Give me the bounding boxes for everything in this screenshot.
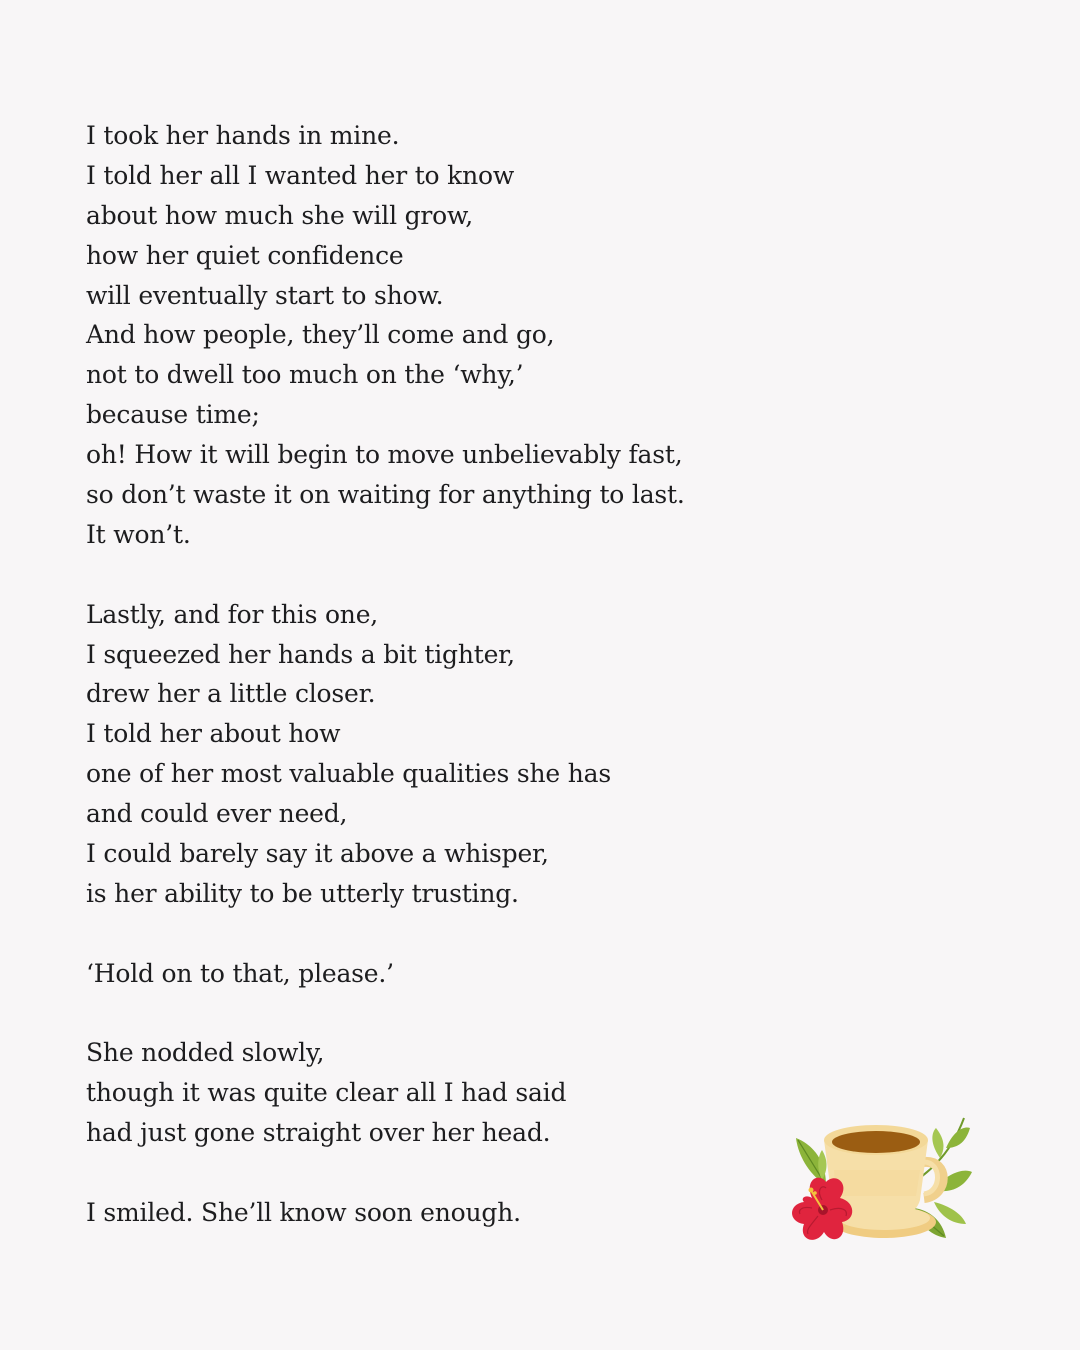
poem-line: ‘Hold on to that, please.’	[86, 958, 394, 988]
leaf-branch-left	[796, 1138, 827, 1185]
poem-line: I told her all I wanted her to know	[86, 160, 515, 190]
poem-line: It won’t.	[86, 519, 191, 549]
tea-cup-hibiscus-icon	[764, 1110, 979, 1258]
poem-line: how her quiet confidence	[86, 240, 404, 270]
poem-line: had just gone straight over her head.	[86, 1118, 551, 1148]
poem-line: and could ever need,	[86, 799, 348, 829]
poem-line: one of her most valuable qualities she has	[86, 759, 612, 789]
poem-line: I took her hands in mine.	[86, 121, 400, 150]
poem-line: is her ability to be utterly trusting.	[86, 878, 519, 908]
poem	[86, 116, 786, 1233]
poem-line: so don’t waste it on waiting for anything to last.	[86, 480, 685, 510]
poem-line: about how much she will grow,	[86, 200, 473, 230]
stanza-gap	[86, 914, 786, 954]
poem-line: oh! How it will begin to move unbelievably fast,	[86, 440, 683, 470]
poem-line: will eventually start to show.	[86, 280, 444, 310]
poem-line: I told her about how	[86, 719, 341, 749]
poem-line: Lastly, and for this one,	[86, 599, 379, 629]
poem-line: because time;	[86, 400, 260, 430]
poem-line: I could barely say it above a whisper,	[86, 839, 549, 869]
stanza-gap	[86, 994, 786, 1034]
stanza-gap	[86, 555, 786, 595]
poem-line: I squeezed her hands a bit tighter,	[86, 639, 515, 669]
poem-line: I smiled. She’ll know soon enough.	[86, 1198, 521, 1228]
poem-line: though it was quite clear all I had said	[86, 1078, 567, 1108]
poem-line: She nodded slowly,	[86, 1038, 325, 1068]
poem-line: not to dwell too much on the ‘why,’	[86, 360, 524, 390]
poem-line: drew her a little closer.	[86, 679, 376, 709]
poem-line: And how people, they’ll come and go,	[86, 320, 555, 350]
stanza-gap	[86, 1153, 786, 1193]
